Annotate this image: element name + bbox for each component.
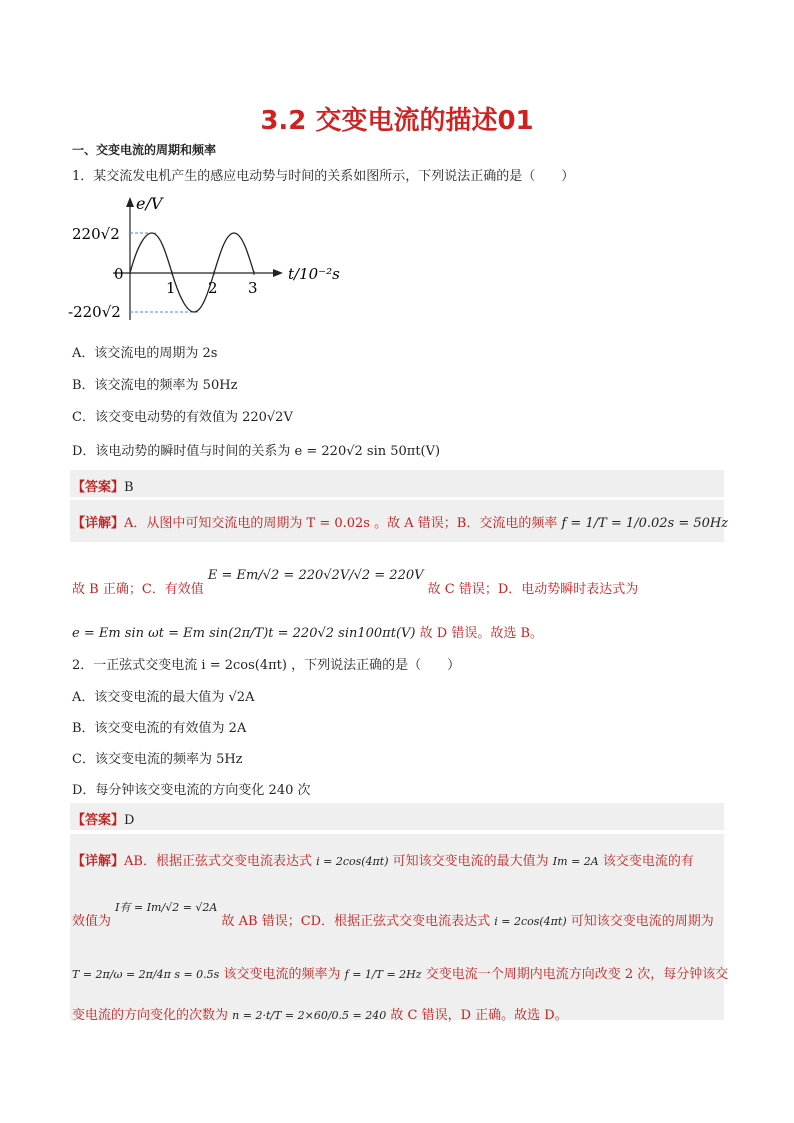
detail-text: 该交变电流的有 (602, 854, 694, 869)
formula-max: Im = 2A (552, 855, 599, 868)
q2-detail-line3 (72, 963, 728, 982)
y-axis-arrow (126, 197, 134, 207)
q1-option-a: A．该交流电的周期为 2s (72, 346, 218, 361)
formula-effective-value: E = Em/√2 = 220√2V/√2 = 220V (207, 568, 424, 583)
detail-text: 故 B 正确；C．有效值 (72, 582, 204, 597)
detail-text: 故 AB 错误；CD．根据正弦式交变电流表达式 (221, 914, 491, 929)
detail-text: 故 C 错误，D 正确。故选 D。 (390, 1008, 568, 1023)
q2-option-a: A．该交变电流的最大值为 √2A (72, 690, 255, 705)
formula-instantaneous: e = Em sin ωt = Em sin(2π/T)t = 220√2 sin100πt(V) (72, 626, 416, 641)
formula-effective: I有 = Im/√2 = √2A (115, 901, 218, 914)
q1-option-c: C．该交变电动势的有效值为 220√2V (72, 410, 293, 425)
tick-label-3: 3 (248, 279, 258, 297)
q2-stem: 2．一正弦式交变电流 i = 2cos(4πt) ，下列说法正确的是（ ） (72, 658, 461, 673)
q2-option-d: D．每分钟该交变电流的方向变化 240 次 (72, 783, 311, 798)
q2-option-c: C．该交变电流的频率为 5Hz (72, 752, 243, 767)
formula-frequency: f = 1/T = 2Hz (344, 968, 422, 981)
tick-label-2: 2 (208, 279, 218, 297)
q2-detail-line4 (72, 1004, 568, 1023)
detail-tag: 【详解】 (72, 516, 125, 531)
formula-frequency: f = 1/T = 1/0.02s = 50Hz (561, 516, 729, 531)
q1-option-b: B．该交流电的频率为 50Hz (72, 378, 238, 393)
q1-detail-line2 (72, 568, 639, 597)
detail-text: 交变电流一个周期内电流方向改变 2 次，每分钟该交 (425, 967, 729, 982)
detail-text: 可知该交变电流的最大值为 (392, 854, 549, 869)
detail-text: 变电流的方向变化的次数为 (72, 1008, 229, 1023)
detail-text: 可知该交变电流的周期为 (570, 914, 714, 929)
detail-text: A．从图中可知交流电的周期为 T = 0.02s 。故 A 错误；B．交流电的频率 (124, 516, 558, 531)
answer-value: B (124, 480, 134, 495)
detail-tag: 【详解】 (72, 854, 125, 869)
detail-text: 故 C 错误；D．电动势瞬时表达式为 (427, 582, 639, 597)
q2-option-b: B．该交变电流的有效值为 2A (72, 721, 247, 736)
formula-current: i = 2cos(4πt) (316, 855, 389, 868)
y-top-label: 220√2 (72, 225, 120, 243)
q2-answer (72, 809, 134, 828)
q2-detail-line2 (72, 901, 714, 929)
q1-emf-graph (68, 195, 368, 325)
formula-current: i = 2cos(4πt) (494, 915, 567, 928)
q1-detail-line1 (72, 512, 728, 531)
y-bottom-label: -220√2 (68, 303, 121, 321)
answer-tag: 【答案】 (72, 813, 125, 828)
q1-answer-bar (70, 470, 724, 497)
q2-answer-bar (70, 803, 724, 830)
y-axis-label: e/V (136, 195, 163, 213)
page-title: 3.2 交变电流的描述01 (260, 106, 534, 136)
q1-stem: 1．某交流发电机产生的感应电动势与时间的关系如图所示，下列说法正确的是（ ） (72, 169, 575, 184)
answer-value: D (124, 813, 135, 828)
q1-answer (72, 476, 134, 495)
formula-period: T = 2π/ω = 2π/4π s = 0.5s (72, 968, 220, 981)
y-zero-label: 0 (114, 265, 124, 283)
tick-label-1: 1 (166, 279, 176, 297)
x-axis-arrow (273, 269, 283, 277)
detail-text: 故 D 错误。故选 B。 (419, 626, 543, 641)
detail-text: 该交变电流的频率为 (223, 967, 341, 982)
x-axis-label: t/10⁻²s (288, 265, 340, 283)
q2-detail-line1 (72, 850, 694, 869)
q1-detail-line3 (72, 622, 543, 641)
q1-option-d: D．该电动势的瞬时值与时间的关系为 e = 220√2 sin 50πt(V) (72, 444, 441, 459)
detail-text: 效值为 (72, 914, 112, 929)
formula-count: n = 2·t/T = 2×60/0.5 = 240 (232, 1009, 387, 1022)
answer-tag: 【答案】 (72, 480, 125, 495)
section-heading: 一、交变电流的周期和频率 (72, 143, 217, 157)
detail-text: AB．根据正弦式交变电流表达式 (124, 854, 312, 869)
